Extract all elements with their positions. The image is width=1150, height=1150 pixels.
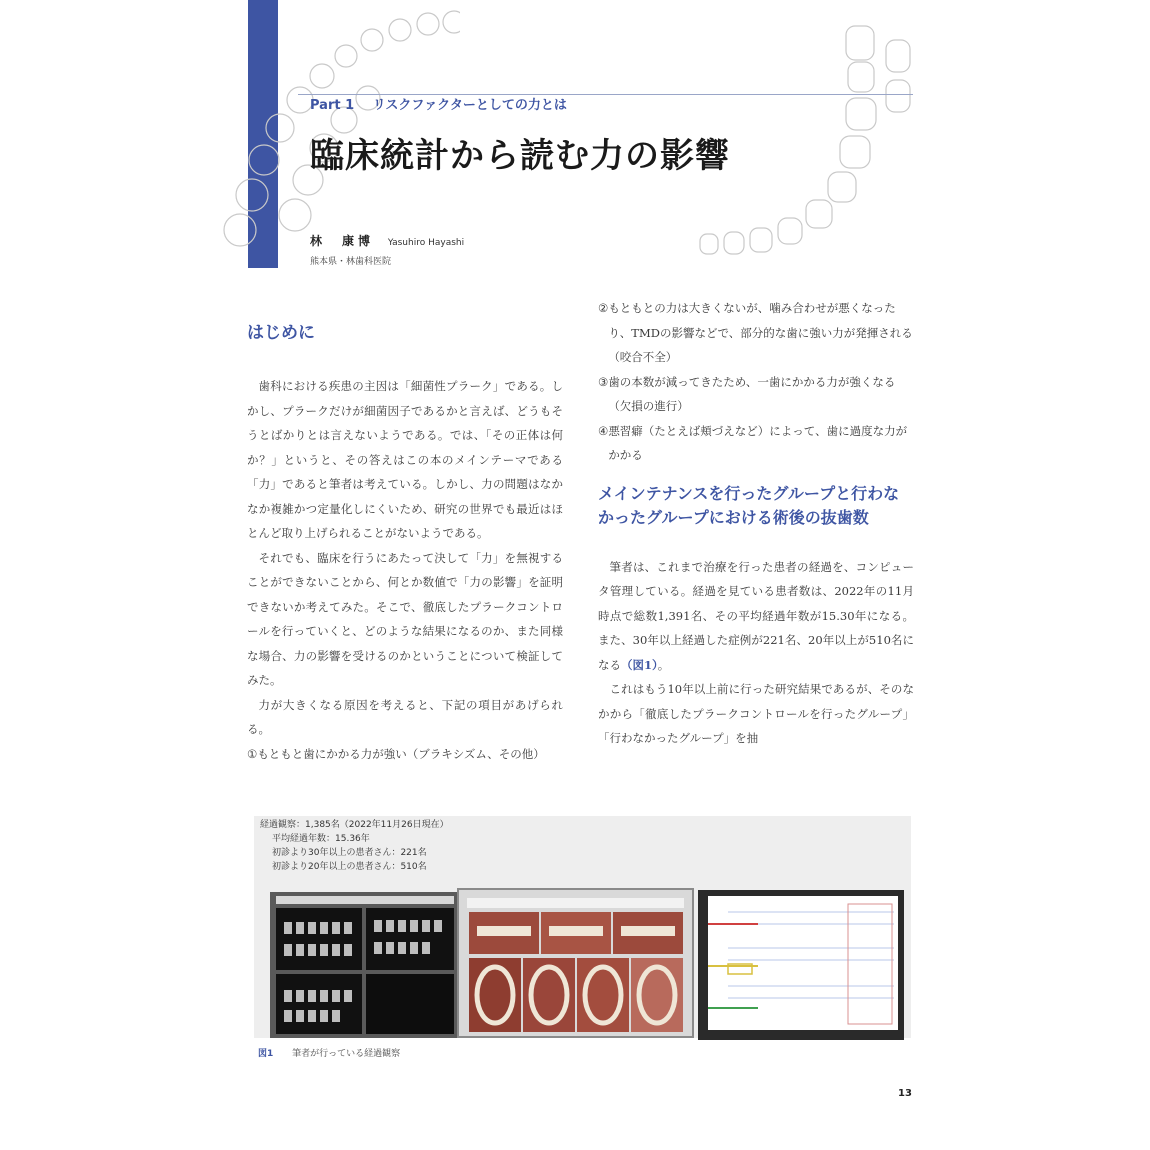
cause-list-continued <box>598 296 914 468</box>
stat-average-years: 平均経過年数：15.36年 <box>272 834 370 844</box>
part-title: リスクファクターとしての力とは <box>372 98 567 113</box>
part-number: Part 1 <box>310 98 355 113</box>
part-line <box>310 94 567 113</box>
periodontal-chart-image <box>698 890 904 1038</box>
list-number: ③ <box>598 374 609 389</box>
list-item <box>598 370 914 419</box>
figure-number: 図1 <box>258 1049 274 1059</box>
list-item <box>598 296 914 370</box>
left-column <box>247 318 563 766</box>
list-text: もともとの力は大きくないが、噛み合わせが悪くなったり、TMDの影響などで、部分的な歯に強い力が発揮される（咬合不全） <box>608 301 913 364</box>
list-text: 悪習癖（たとえば頬づえなど）によって、歯に過度な力がかかる <box>608 423 908 462</box>
intraoral-photo-image <box>459 890 692 1036</box>
body-paragraph <box>598 555 914 678</box>
figure-1 <box>254 816 911 1038</box>
title-accent-bar <box>248 0 278 268</box>
list-text: もともと歯にかかる力が強い（ブラキシズム、その他） <box>257 746 545 761</box>
page-number: 13 <box>898 1088 912 1099</box>
stat-20-years: 初診より20年以上の患者さん：510名 <box>272 862 427 872</box>
author-name-jp: 林 康博 <box>310 234 375 248</box>
stat-30-years: 初診より30年以上の患者さん：221名 <box>272 848 427 858</box>
section-heading-introduction: はじめに <box>247 323 315 343</box>
list-number: ④ <box>598 423 609 438</box>
right-column <box>598 296 914 751</box>
figure-caption-text: 筆者が行っている経過観察 <box>292 1049 401 1059</box>
paragraph-text: 筆者は、これまで治療を行った患者の経過を、コンピュータ管理している。経過を見ている患者数は、2022年の11月時点で総数1,391名、その平均経過年数が15.30年になる。また、30年以上経過した症例が221名、20年以上が510名になる <box>598 559 914 672</box>
body-paragraph: それでも、臨床を行うにあたって決して「力」を無視することができないことから、何とか数値で「力の影響」を証明できないか考えてみた。そこで、徹底したプラークコントロールを行っていくと、どのような結果になるのか、また同様な場合、力の影響を受けるのかということについて検証してみた。 <box>247 550 563 687</box>
author-line <box>310 232 464 249</box>
figure-reference: （図1） <box>621 657 658 672</box>
article-title: 臨床統計から読む力の影響 <box>310 136 730 176</box>
body-paragraph: 歯科における疾患の主因は「細菌性プラーク」である。しかし、プラークだけが細菌因子であるかと言えば、どうもそうとばかりとは言えないようである。では、「その正体は何か？」というと、その答えはこの本のメインテーマである「力」であると筆者は考えている。しかし、力の問題はなかなか複雑かつ定量化しにくいため、研究の世界でも最近はほとんど取り上げられることがないようである。 <box>247 379 563 540</box>
list-item <box>247 742 563 767</box>
author-affiliation: 熊本県・林歯科医院 <box>310 257 392 267</box>
periodontal-chart-panel <box>698 890 904 1040</box>
list-item <box>598 419 914 468</box>
section-heading-maintenance: メインテナンスを行ったグループと行わなかったグループにおける術後の抜歯数 <box>598 483 900 527</box>
body-paragraph: 力が大きくなる原因を考えると、下記の項目があげられる。 <box>247 697 563 736</box>
author-name-en: Yasuhiro Hayashi <box>387 238 465 248</box>
list-text: 歯の本数が減ってきたため、一歯にかかる力が強くなる（欠損の進行） <box>608 374 896 413</box>
xray-panel <box>270 892 460 1038</box>
xray-image <box>270 892 460 1038</box>
paragraph-end: 。 <box>657 657 670 672</box>
stat-total: 経過観察：1,385名（2022年11月26日現在） <box>260 820 449 830</box>
cause-list <box>247 742 563 767</box>
intraoral-photo-panel <box>457 888 694 1038</box>
figure-stats <box>260 818 449 874</box>
figure-caption <box>258 1046 400 1059</box>
list-number: ① <box>247 746 258 761</box>
list-number: ② <box>598 301 609 315</box>
body-paragraph: これはもう10年以上前に行った研究結果であるが、そのなかから「徹底したプラークコントロールを行ったグループ」「行わなかったグループ」を抽 <box>598 682 914 745</box>
